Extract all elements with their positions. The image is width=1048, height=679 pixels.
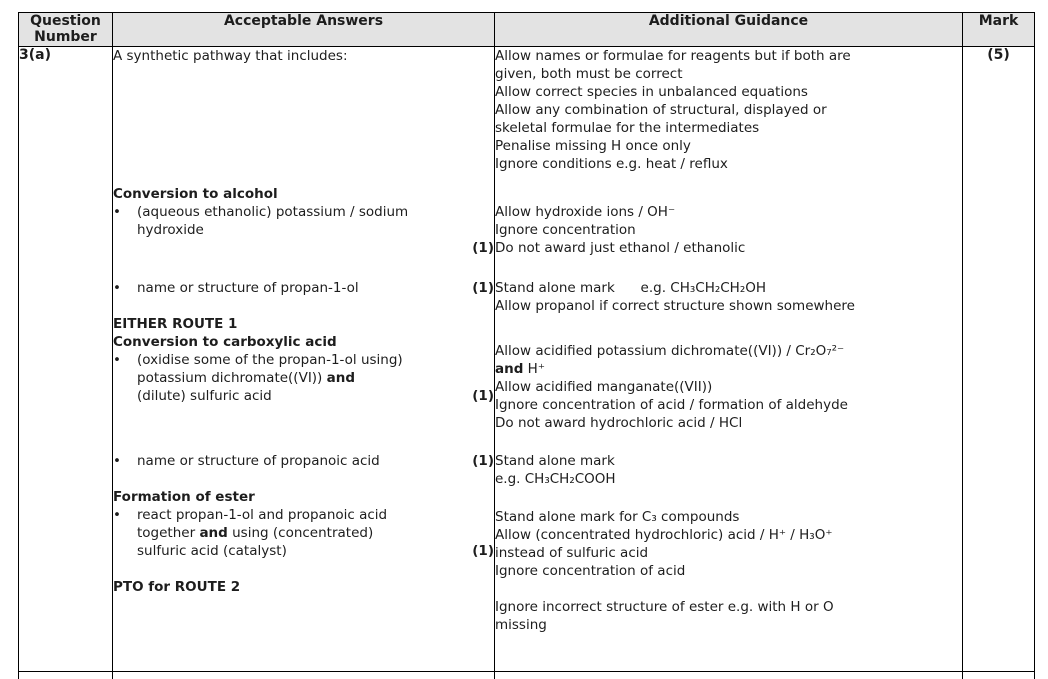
header-acceptable-answers: Acceptable Answers: [113, 13, 495, 47]
answers-intro: A synthetic pathway that includes:: [113, 48, 348, 64]
mark-point: (1): [472, 543, 494, 559]
bullet-icon: •: [113, 352, 121, 368]
mark-point: (1): [472, 388, 494, 404]
question-number: 3(a): [19, 47, 51, 63]
next-row-stub: [19, 672, 1035, 679]
table-row: [19, 47, 1035, 672]
heading-pto-route-2: PTO for ROUTE 2: [113, 579, 241, 595]
guidance-line: Ignore conditions e.g. heat / reflux: [495, 156, 728, 172]
guidance-line: Allow names or formulae for reagents but if both are: [495, 48, 851, 64]
guidance-line: Stand alone mark e.g. CH₃CH₂CH₂OH: [495, 280, 767, 296]
mark-value: (5): [987, 47, 1010, 63]
mark-scheme-table: [18, 12, 1035, 679]
bullet-point-dichromate: [113, 351, 494, 405]
guidance-line: and H⁺: [495, 361, 545, 377]
guidance-line: Do not award just ethanol / ethanolic: [495, 240, 746, 256]
bullet-icon: •: [113, 507, 121, 523]
bullet-icon: •: [113, 204, 121, 220]
guidance-line: Allow acidified potassium dichromate((VI)) / Cr₂O₇²⁻: [495, 343, 845, 359]
answer-line: name or structure of propanoic acid (1): [137, 453, 494, 469]
guidance-line: Allow any combination of structural, displayed or: [495, 102, 827, 118]
guidance-line: Stand alone mark: [495, 453, 615, 469]
bullet-point-propan-1-ol: [113, 279, 494, 297]
answer-line: sulfuric acid (catalyst) (1): [137, 543, 494, 559]
mark-point: (1): [472, 280, 494, 296]
heading-conversion-to-carboxylic-acid: Conversion to carboxylic acid: [113, 334, 337, 350]
guidance-line: Allow propanol if correct structure shown somewhere: [495, 298, 855, 314]
header-question-number: Question Number: [19, 13, 113, 47]
mark-cell: [963, 47, 1035, 672]
heading-conversion-to-alcohol: Conversion to alcohol: [113, 186, 278, 202]
guidance-line: instead of sulfuric acid: [495, 545, 649, 561]
guidance-line: Ignore concentration of acid / formation of aldehyde: [495, 397, 848, 413]
bullet-point-hydroxide: [113, 203, 494, 239]
guidance-line: e.g. CH₃CH₂COOH: [495, 471, 616, 487]
guidance-line: missing: [495, 617, 547, 633]
bullet-icon: •: [113, 280, 121, 296]
answer-line: name or structure of propan-1-ol (1): [137, 280, 494, 296]
guidance-line: Allow hydroxide ions / OH⁻: [495, 204, 676, 220]
acceptable-answers-cell: [113, 47, 495, 672]
header-row: [19, 13, 1035, 47]
question-number-cell: [19, 47, 113, 672]
guidance-line: Do not award hydrochloric acid / HCl: [495, 415, 743, 431]
guidance-line: Ignore concentration of acid: [495, 563, 686, 579]
guidance-line: Stand alone mark for C₃ compounds: [495, 509, 740, 525]
guidance-line: Allow (concentrated hydrochloric) acid / H⁺ / H₃O⁺: [495, 527, 833, 543]
bullet-icon: •: [113, 453, 121, 469]
header-mark: Mark: [963, 13, 1035, 47]
answer-line: (aqueous ethanolic) potassium / sodium: [137, 204, 409, 220]
guidance-line: Allow correct species in unbalanced equations: [495, 84, 808, 100]
guidance-line: Ignore concentration: [495, 222, 636, 238]
guidance-line: given, both must be correct: [495, 66, 683, 82]
bullet-point-ester: [113, 506, 494, 560]
guidance-line: Ignore incorrect structure of ester e.g. with H or O: [495, 599, 834, 615]
heading-route-1: EITHER ROUTE 1: [113, 316, 238, 332]
header-additional-guidance: Additional Guidance: [495, 13, 963, 47]
answer-line: together and using (concentrated): [137, 525, 374, 541]
answer-line: hydroxide: [137, 222, 204, 238]
answer-line: (dilute) sulfuric acid (1): [137, 388, 494, 404]
heading-formation-of-ester: Formation of ester: [113, 489, 255, 505]
answer-line: potassium dichromate((VI)) and: [137, 370, 356, 386]
additional-guidance-cell: [495, 47, 963, 672]
answer-line: react propan-1-ol and propanoic acid: [137, 507, 388, 523]
guidance-line: skeletal formulae for the intermediates: [495, 120, 760, 136]
bullet-point-propanoic-acid: [113, 452, 494, 470]
mark-point: (1): [472, 240, 494, 256]
guidance-line: Penalise missing H once only: [495, 138, 691, 154]
guidance-line: Allow acidified manganate((VII)): [495, 379, 713, 395]
answer-line: (oxidise some of the propan-1-ol using): [137, 352, 403, 368]
mark-point: (1): [472, 453, 494, 469]
